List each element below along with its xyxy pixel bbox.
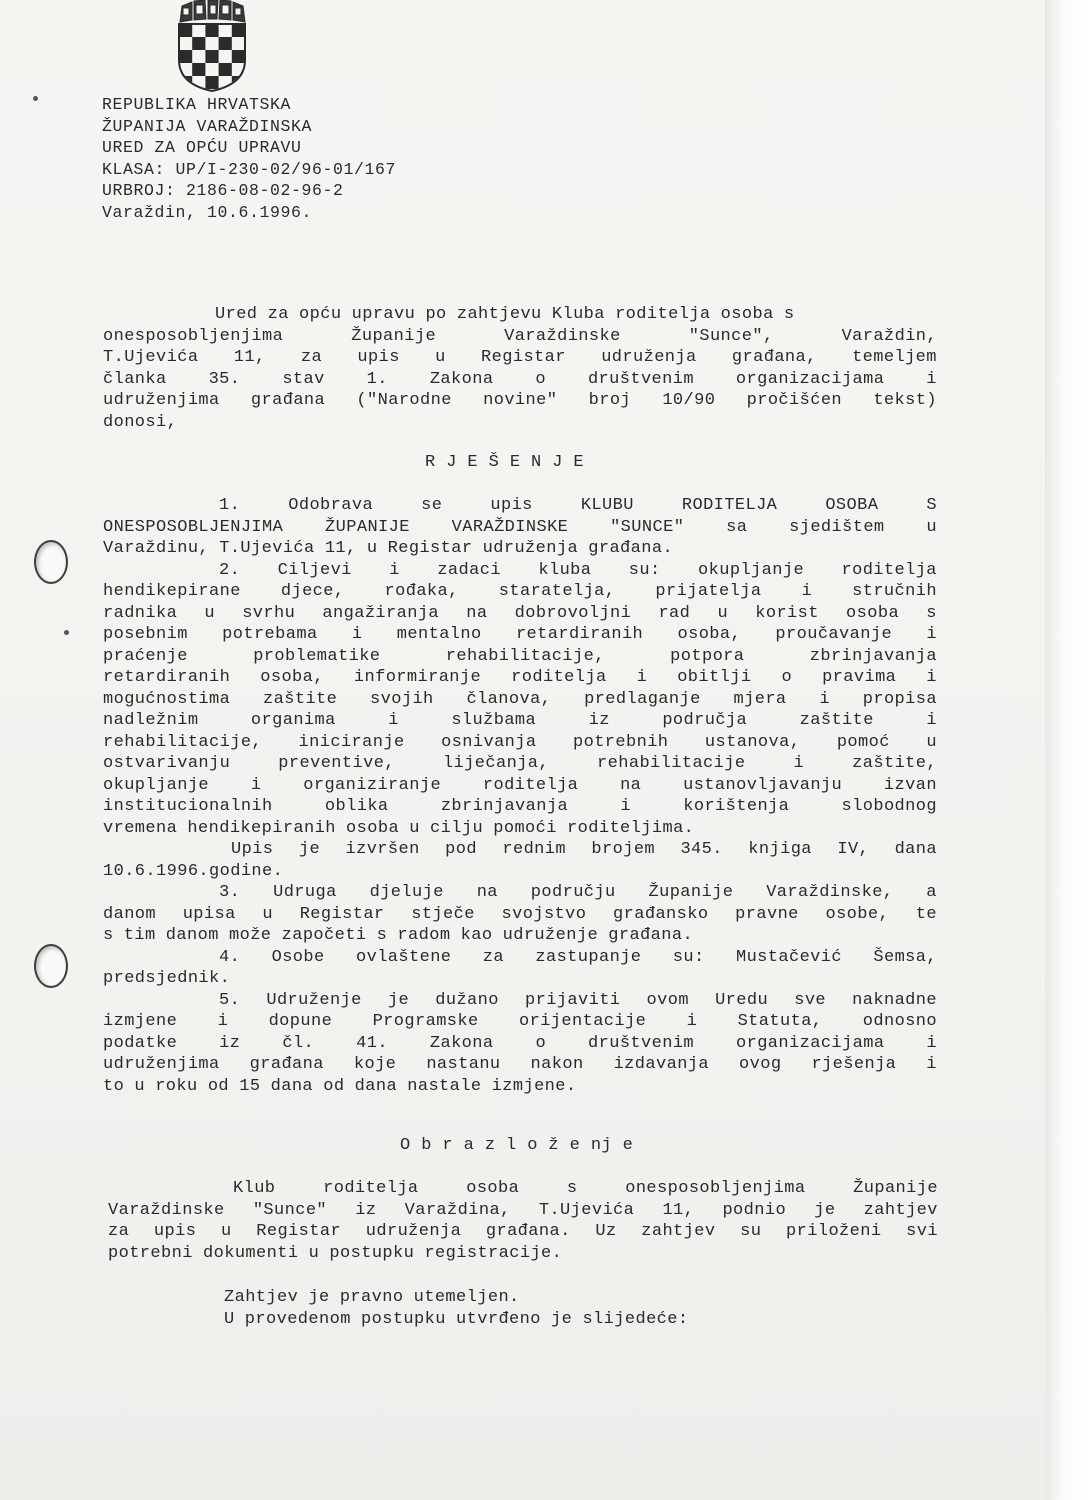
shield-square bbox=[232, 50, 245, 63]
header-line: Varaždin, 10.6.1996. bbox=[102, 202, 313, 222]
scan-margin bbox=[1045, 0, 1090, 1500]
closing-line: Zahtjev je pravno utemeljen. bbox=[224, 1288, 520, 1307]
decision-line: nadležnim organima i službama iz područja zaštite i bbox=[103, 711, 937, 730]
decision-line: 5. Udruženje je dužano prijaviti ovom Uredu sve naknadne bbox=[219, 990, 937, 1010]
decision-line: ostvarivanju preventive, liječanja, rehabilitacije i zaštite, bbox=[103, 754, 937, 773]
decision-line: predsjednik. bbox=[103, 969, 231, 988]
coat-of-arms-icon bbox=[176, 0, 248, 92]
intro-line: onesposobljenjima Županije Varaždinske "Sunce", Varaždin, bbox=[103, 326, 937, 346]
decision-line: mogućnostima zaštite svojih članova, predlaganje mjera i propisa bbox=[103, 689, 937, 709]
shield-square bbox=[205, 50, 218, 63]
paper-speck bbox=[33, 96, 38, 101]
decision-line: Varaždinu, T.Ujevića 11, u Registar udruženja građana. bbox=[103, 539, 674, 558]
decision-line: retardiranih osoba, informiranje roditelja i obitlji o pravima i bbox=[103, 668, 937, 687]
decision-line: s tim danom može započeti s radom kao udruženje građana. bbox=[103, 926, 694, 945]
closing-line: U provedenom postupku utvrđeno je slijedeće: bbox=[224, 1309, 689, 1329]
paper-speck bbox=[64, 630, 69, 635]
intro-line: Ured za opću upravu po zahtjevu Kluba roditelja osoba s bbox=[215, 305, 795, 324]
reasoning-title: O b r a z l o ž e nj e bbox=[400, 1136, 634, 1155]
header-line: KLASA: UP/I-230-02/96-01/167 bbox=[102, 159, 397, 179]
closing-lines bbox=[224, 1287, 824, 1330]
decision-line: to u roku od 15 dana od dana nastale izmjene. bbox=[103, 1076, 577, 1096]
intro-line: T.Ujevića 11, za upis u Registar udruženja građana, temeljem bbox=[103, 348, 937, 367]
decision-line: 4. Osobe ovlaštene za zastupanje su: Mustačević Šemsa, bbox=[219, 947, 937, 967]
header-line: REPUBLIKA HRVATSKA bbox=[102, 95, 292, 114]
reasoning-line: Klub roditelja osoba s onesposobljenjima Županije bbox=[233, 1179, 938, 1198]
decision-line: Upis je izvršen pod rednim brojem 345. knjiga IV, dana bbox=[231, 840, 937, 859]
header-line: URED ZA OPĆU UPRAVU bbox=[102, 138, 302, 158]
decision-title: R J E Š E N J E bbox=[425, 453, 585, 472]
decision-line: vremena hendikepiranih osoba u cilju pomoći roditeljima. bbox=[103, 818, 695, 838]
decision-line: 2. Ciljevi i zadaci kluba su: okupljanje roditelja bbox=[219, 560, 937, 580]
decision-line: izmjene i dopune Programske orijentacije i Statuta, odnosno bbox=[103, 1012, 937, 1031]
decision-line: 1. Odobrava se upis KLUBU RODITELJA OSOBA S bbox=[219, 496, 937, 515]
reasoning-line: za upis u Registar udruženja građana. Uz zahtjev su priloženi svi bbox=[108, 1222, 938, 1241]
document-header bbox=[102, 94, 396, 224]
decision-line: praćenje problematike rehabilitacije, potpora zbrinjavanja bbox=[103, 646, 937, 666]
reasoning-line: Varaždinske "Sunce" iz Varaždina, T.Ujevića 11, podnio je zahtjev bbox=[108, 1200, 938, 1220]
header-line: URBROJ: 2186-08-02-96-2 bbox=[102, 181, 344, 201]
decision-line: ONESPOSOBLJENJIMA ŽUPANIJE VARAŽDINSKE "SUNCE" sa sjedištem u bbox=[103, 517, 937, 537]
decision-line: 3. Udruga djeluje na području Županije Varaždinske, a bbox=[219, 883, 937, 902]
decision-line: okupljanje i organiziranje roditelja na ustanovljavanju izvan bbox=[103, 775, 937, 795]
shield-square bbox=[205, 76, 218, 89]
shield-square bbox=[219, 37, 232, 50]
decision-line: rehabilitacije, iniciranje osnivanja potrebnih ustanova, pomoć u bbox=[103, 732, 937, 752]
punch-hole-bottom bbox=[34, 944, 68, 988]
decision-line: udruženjima građana koje nastanu nakon izdavanja ovog rješenja i bbox=[103, 1055, 937, 1074]
decision-line: danom upisa u Registar stječe svojstvo građansko pravne osobe, te bbox=[103, 904, 937, 924]
decision-line: posebnim potrebama i mentalno retardiranih osoba, proučavanje i bbox=[103, 625, 937, 644]
intro-line: udruženjima građana ("Narodne novine" broj 10/90 pročišćen tekst) bbox=[103, 391, 937, 410]
reasoning-line: potrebni dokumenti u postupku registracije. bbox=[108, 1243, 563, 1263]
shield-square bbox=[179, 24, 192, 37]
decision-line: hendikepirane djece, rođaka, staratelja, prijatelja i stručnih bbox=[103, 582, 937, 601]
shield-square bbox=[232, 24, 245, 37]
reasoning-body bbox=[108, 1178, 938, 1264]
punch-hole-top bbox=[34, 540, 68, 584]
shield-square bbox=[192, 37, 205, 50]
shield-square bbox=[179, 50, 192, 63]
shield-square bbox=[192, 63, 205, 76]
decision-body bbox=[103, 495, 937, 1097]
intro-line: donosi, bbox=[103, 412, 178, 432]
decision-line: podatke iz čl. 41. Zakona o društvenim organizacijama i bbox=[103, 1033, 937, 1053]
intro-line: članka 35. stav 1. Zakona o društvenim organizacijama i bbox=[103, 369, 937, 389]
decision-line: 10.6.1996.godine. bbox=[103, 861, 284, 881]
intro-paragraph bbox=[103, 304, 937, 433]
decision-line: institucionalnih oblika zbrinjavanja i korištenja slobodnog bbox=[103, 797, 937, 816]
shield-square bbox=[219, 63, 232, 76]
header-line: ŽUPANIJA VARAŽDINSKA bbox=[102, 116, 313, 136]
decision-line: radnika u svrhu angažiranja na dobrovoljni rad u korist osoba s bbox=[103, 603, 937, 623]
shield-square bbox=[205, 24, 218, 37]
